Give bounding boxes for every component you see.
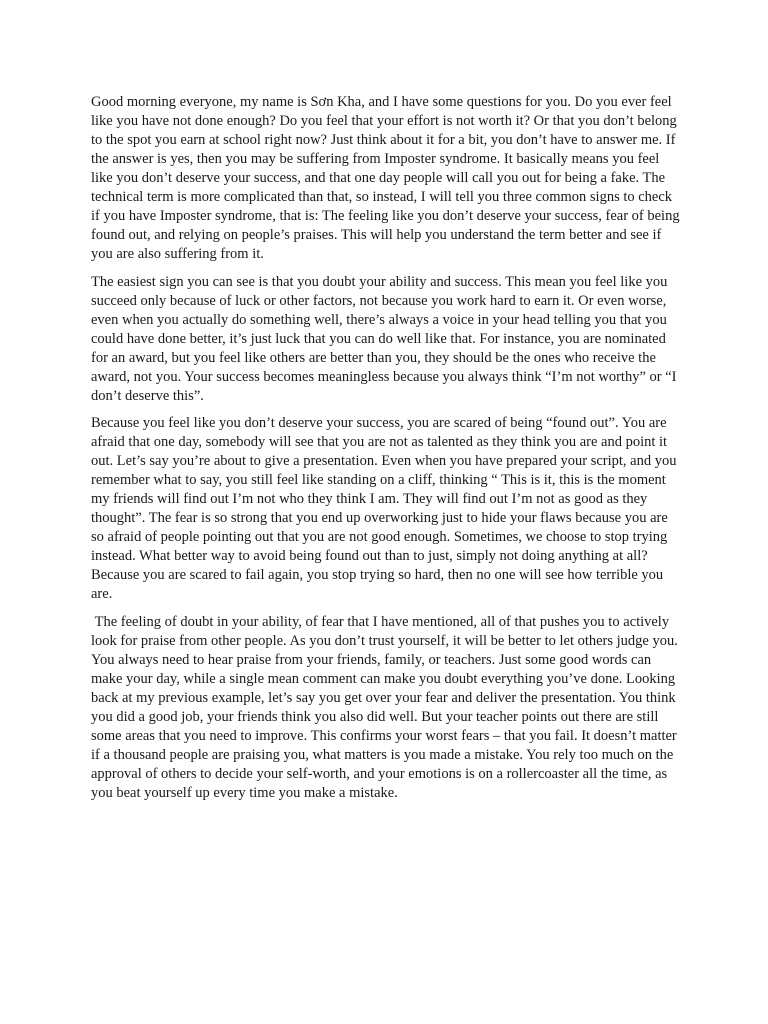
paragraph-praise-reliance: The feeling of doubt in your ability, of fear that I have mentioned, all of that pushes you to actively look for praise from other people. As you don’t trust yourself, it will be better to let others judge you. You always need to hear praise from your friends, family, or teachers. Just some good words can make your day, while a single mean comment can make you doubt everything you’ve done. Looking back at my previous example, let’s say you get over your fear and deliver the presentation. You think you did a good job, your friends think you also did well. But your teacher points out there are still some areas that you need to improve. This confirms your worst fears – that you fail. It doesn’t matter if a thousand people are praising you, what matters is you made a mistake. You rely too much on the approval of others to decide your self-worth, and your emotions is on a rollercoaster all the time, as you beat yourself up every time you make a mistake. bbox=[91, 613, 681, 801]
paragraph-fear-found-out: Because you feel like you don’t deserve your success, you are scared of being “found out”. You are afraid that one day, somebody will see that you are not as talented as they think you are and point it out. Let’s say you’re about to give a presentation. Even when you have prepared your script, and you remember what to say, you still feel like standing on a cliff, thinking “ This is it, this is the moment my friends will find out I’m not who they think I am. They will find out I’m not as good as they thought”. The fear is so strong that you end up overworking just to hide your flaws because you are so afraid of people pointing out that you are not good enough. Sometimes, we choose to stop trying instead. What better way to avoid being found out than to just, simply not doing anything at all? Because you are scared to fail again, you stop trying so hard, then no one will see how terrible you are. bbox=[91, 415, 681, 602]
paragraph-introduction: Good morning everyone, my name is Sơn Kha, and I have some questions for you. Do you ever feel like you have not done enough? Do you feel that your effort is not worth it? Or that you don’t belong to the spot you earn at school right now? Just think about it for a bit, you don’t have to answer me. If the answer is yes, then you may be suffering from Imposter syndrome. It basically means you feel like you don’t deserve your success, and that one day people will call you out for being a fake. The technical term is more complicated than that, so instead, I will tell you three common signs to check if you have Imposter syndrome, that is: The feeling like you don’t deserve your success, fear of being found out, and relying on people’s praises. This will help you understand the term better and see if you are also suffering from it. bbox=[91, 94, 684, 262]
paragraph-doubt-ability: The easiest sign you can see is that you doubt your ability and success. This mean you feel like you succeed only because of luck or other factors, not because you work hard to earn it. Or even worse, even when you actually do something well, there’s always a voice in your head telling you that you could have done better, it’s just luck that you can do well like that. For instance, you are nominated for an award, but you feel like others are better than you, they should be the ones who receive the award, not you. Your success becomes meaningless because you always think “I’m not worthy” or “I don’t deserve this”. bbox=[91, 273, 681, 404]
document-body bbox=[91, 93, 684, 811]
